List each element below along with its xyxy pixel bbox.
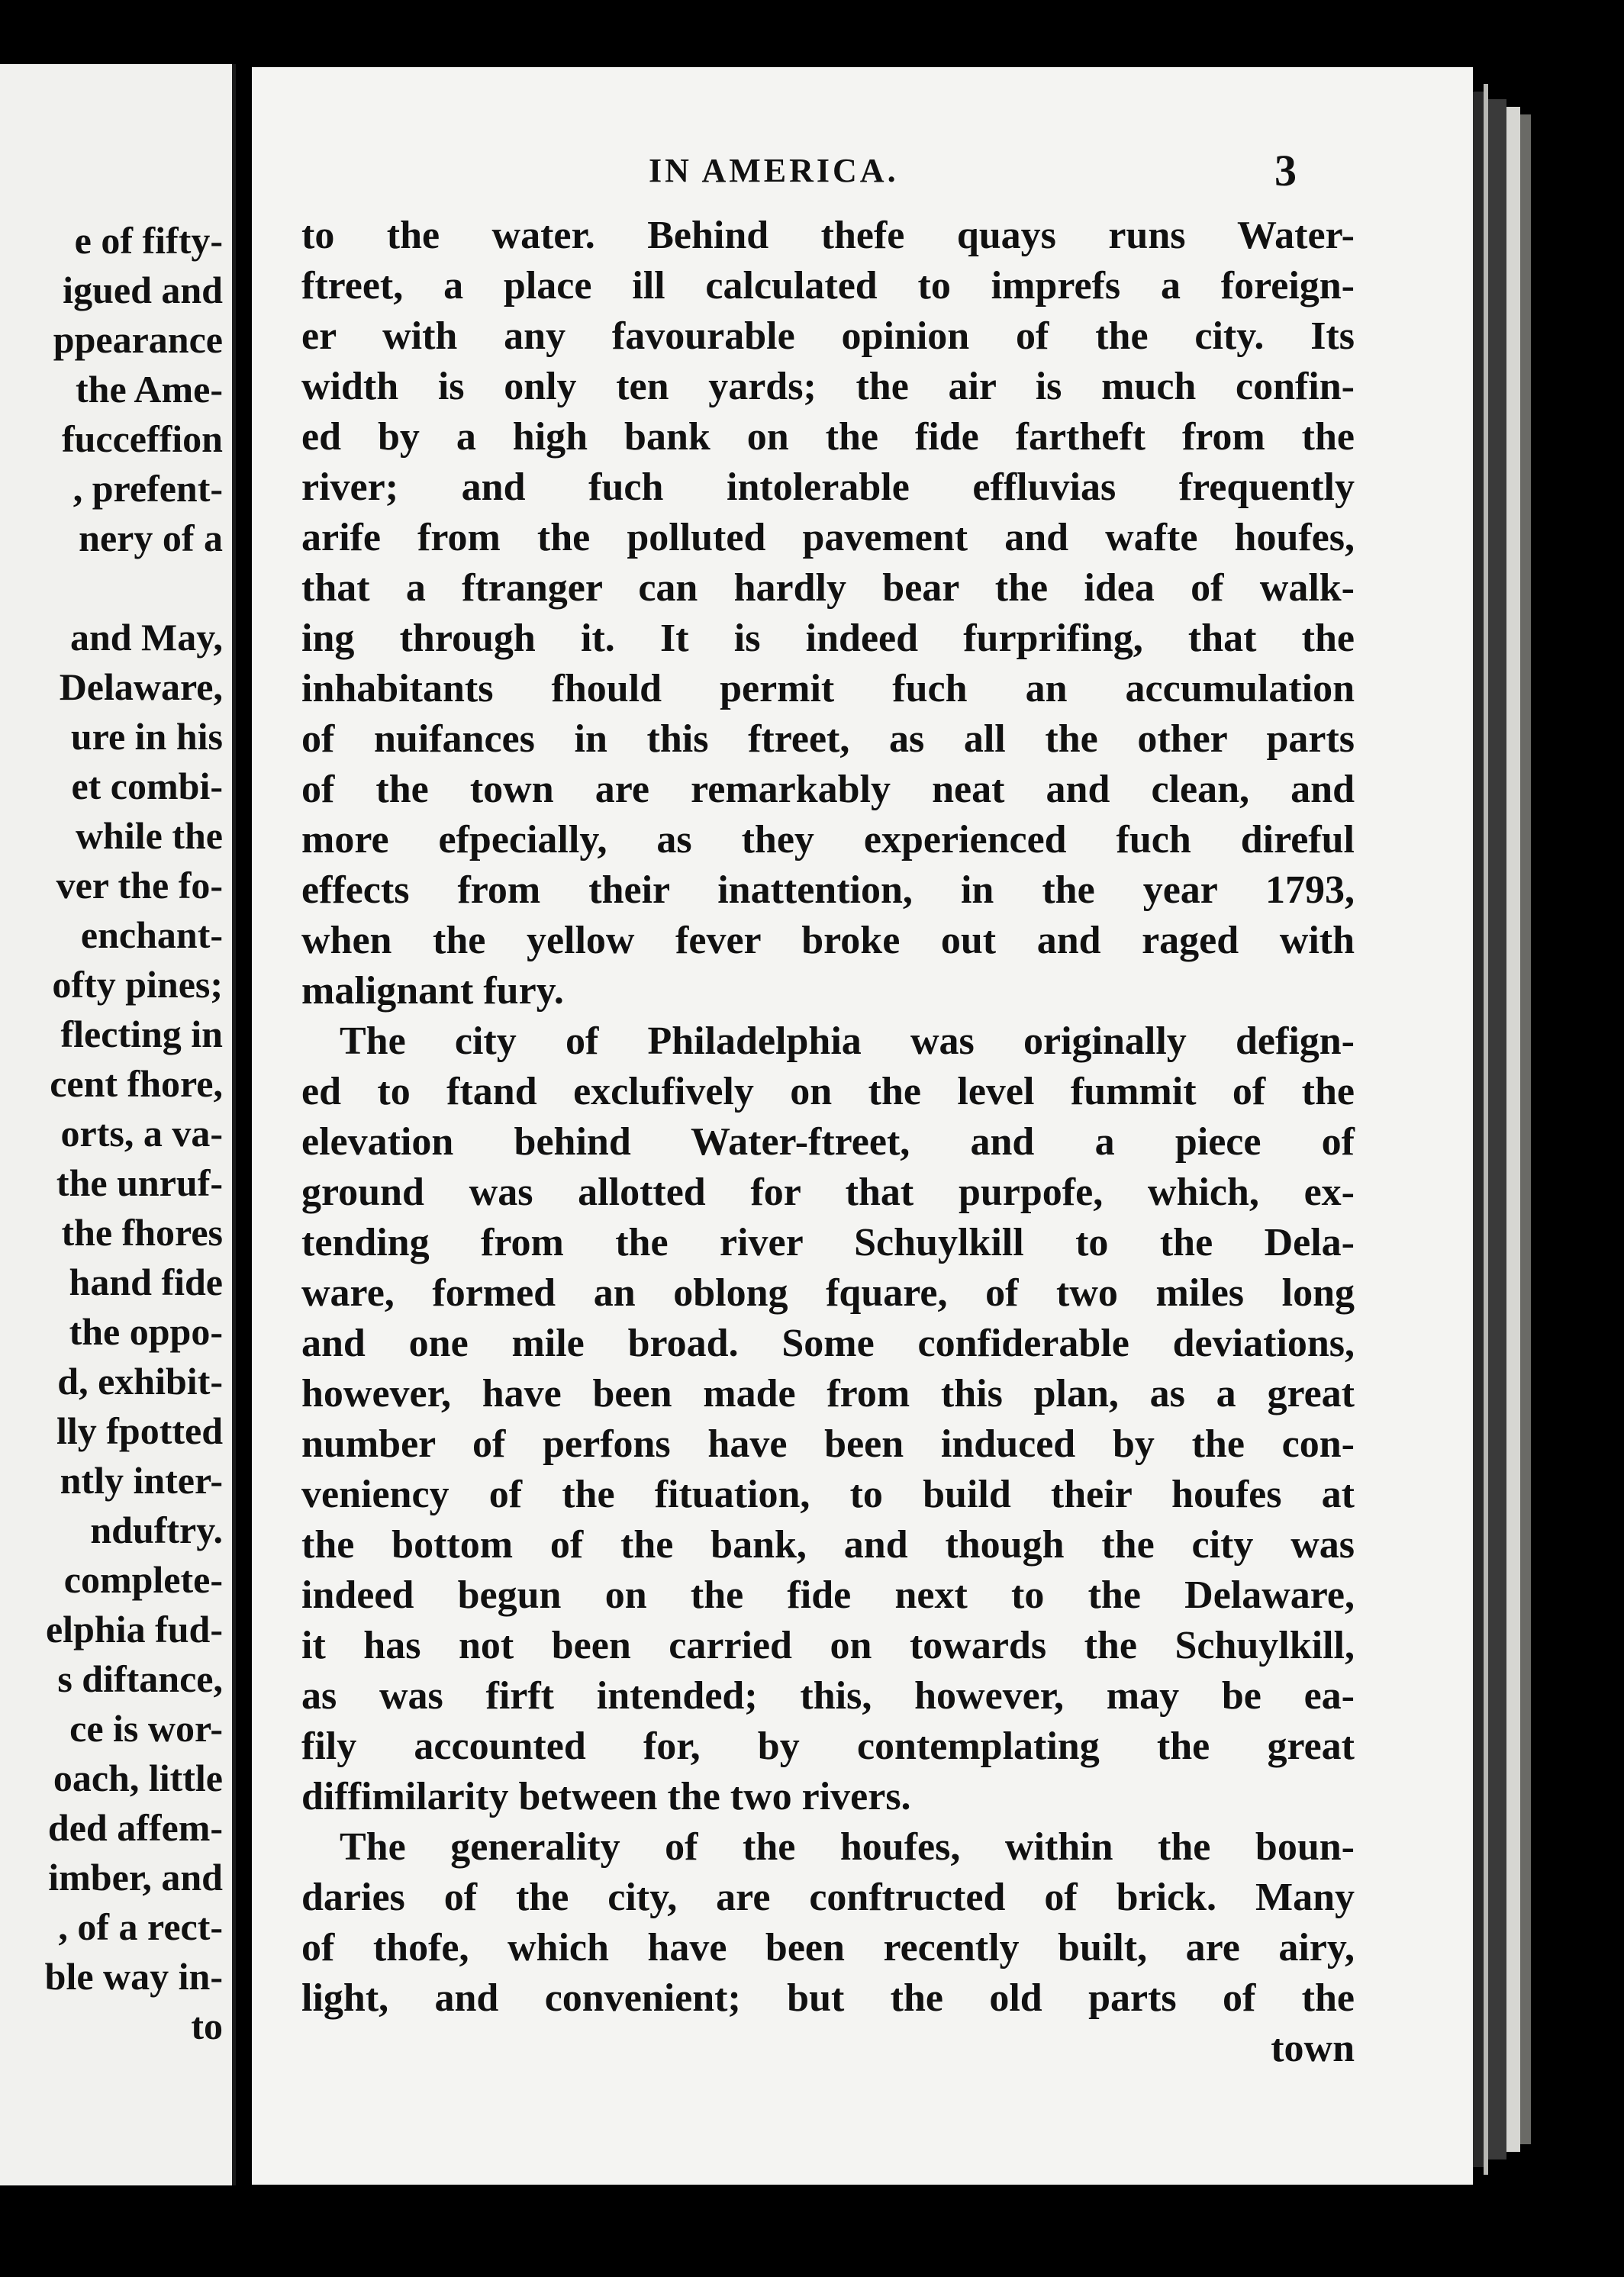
left-page-line: hand fide (69, 1261, 223, 1303)
text-line: ftreet, a place ill calculated to imprefs a foreign- (301, 264, 1355, 308)
left-page-line: , of a rect- (58, 1905, 223, 1948)
running-head-title: IN AMERICA. (649, 152, 899, 189)
text-line: veniency of the fituation, to build their houfes at (301, 1473, 1355, 1516)
left-page-line: orts, a va- (60, 1112, 223, 1155)
text-line: width is only ten yards; the air is much confin- (301, 365, 1355, 408)
left-page-line: ble way in- (44, 1955, 223, 1998)
left-page-line: ver the fo- (56, 864, 223, 907)
left-page-line: ppearance (53, 318, 223, 361)
left-page-line: imber, and (48, 1856, 223, 1899)
left-page-line: fucceffion (61, 417, 223, 460)
left-page-line: while the (75, 814, 223, 857)
left-page-line: lly fpotted (56, 1409, 223, 1452)
text-line: it has not been carried on towards the Schuylkill, (301, 1624, 1355, 1667)
catchword: town (1271, 2027, 1355, 2070)
left-page-line: ntly inter- (60, 1459, 223, 1502)
left-page-line: flecting in (60, 1013, 223, 1055)
text-line: The generality of the houfes, within the boun- (340, 1825, 1355, 1869)
book-page (252, 67, 1473, 2185)
text-line: that a ftranger can hardly bear the idea of walk- (301, 566, 1355, 610)
left-page-line: et combi- (71, 765, 223, 807)
text-line: of thofe, which have been recently built, are airy, (301, 1926, 1355, 1969)
text-line: ed by a high bank on the fide fartheft from the (301, 415, 1355, 459)
left-page-line: oach, little (53, 1757, 223, 1799)
left-page-line: nduftry. (90, 1509, 223, 1551)
text-line: of nuifances in this ftreet, as all the other parts (301, 717, 1355, 761)
text-line: daries of the city, are conftructed of brick. Many (301, 1876, 1355, 1919)
left-page-line: e of fifty- (74, 219, 223, 262)
left-page-line: ce is wor- (69, 1707, 223, 1750)
text-line: the bottom of the bank, and though the city was (301, 1523, 1355, 1567)
left-page-line: the unruf- (56, 1161, 223, 1204)
text-line: tending from the river Schuylkill to the Dela- (301, 1221, 1355, 1264)
page-edge (1473, 92, 1484, 2167)
left-page-line: , prefent- (72, 467, 223, 510)
text-line: river; and fuch intolerable effluvias frequently (301, 465, 1355, 509)
text-line: elevation behind Water-ftreet, and a piece of (301, 1120, 1355, 1164)
page-edge (1506, 107, 1520, 2152)
left-page-line: the oppo- (69, 1310, 223, 1353)
text-line: malignant fury. (301, 969, 564, 1013)
left-page-line: cent fhore, (50, 1062, 223, 1105)
left-page-line: elphia fud- (45, 1608, 223, 1651)
left-page-line: igued and (63, 269, 223, 311)
left-page-line: ded affem- (47, 1806, 223, 1849)
left-page-line: to (191, 2005, 223, 2047)
text-line: however, have been made from this plan, as a great (301, 1372, 1355, 1415)
page-edge (1520, 114, 1531, 2144)
text-line: as was firft intended; this, however, may be ea- (301, 1674, 1355, 1718)
text-line: and one mile broad. Some confiderable deviations, (301, 1322, 1355, 1365)
text-line: to the water. Behind thefe quays runs Water- (301, 214, 1355, 257)
left-page-fragment (0, 64, 236, 2185)
page-edge (1488, 99, 1506, 2159)
text-line: ing through it. It is indeed furprifing, that the (301, 617, 1355, 660)
text-line: arife from the polluted pavement and wafte houfes, (301, 516, 1355, 559)
text-line: fily accounted for, by contemplating the great (301, 1725, 1355, 1768)
left-page-line: enchant- (80, 913, 223, 956)
text-line: diffimilarity between the two rivers. (301, 1775, 911, 1818)
text-line: number of perfons have been induced by the con- (301, 1422, 1355, 1466)
text-line: ed to ftand exclufively on the level fummit of the (301, 1070, 1355, 1113)
text-line: indeed begun on the fide next to the Delaware, (301, 1573, 1355, 1617)
text-line: The city of Philadelphia was originally defign- (340, 1019, 1355, 1063)
left-page-line: the Ame- (76, 368, 223, 411)
text-line: ground was allotted for that purpofe, which, ex- (301, 1171, 1355, 1214)
text-line: more efpecially, as they experienced fuch direful (301, 818, 1355, 862)
left-page-line: complete- (63, 1558, 223, 1601)
left-page-line: the fhores (61, 1211, 223, 1254)
text-line: light, and convenient; but the old parts of the (301, 1976, 1355, 2020)
left-page-line: ure in his (70, 715, 223, 758)
left-page-line: nery of a (79, 517, 223, 559)
left-page-line: ofty pines; (52, 963, 223, 1006)
left-page-line: and May, (69, 616, 223, 659)
text-line: ware, formed an oblong fquare, of two miles long (301, 1271, 1355, 1315)
text-line: inhabitants fhould permit fuch an accumulation (301, 667, 1355, 710)
text-line: of the town are remarkably neat and clean, and (301, 768, 1355, 811)
text-line: er with any favourable opinion of the city. Its (301, 314, 1355, 358)
text-line: effects from their inattention, in the year 1793, (301, 868, 1355, 912)
left-page-line: d, exhibit- (57, 1360, 223, 1403)
left-page-line: s diftance, (57, 1657, 223, 1700)
text-line: when the yellow fever broke out and raged with (301, 919, 1355, 962)
left-page-line: Delaware, (59, 665, 223, 708)
page-number: 3 (1274, 146, 1300, 195)
